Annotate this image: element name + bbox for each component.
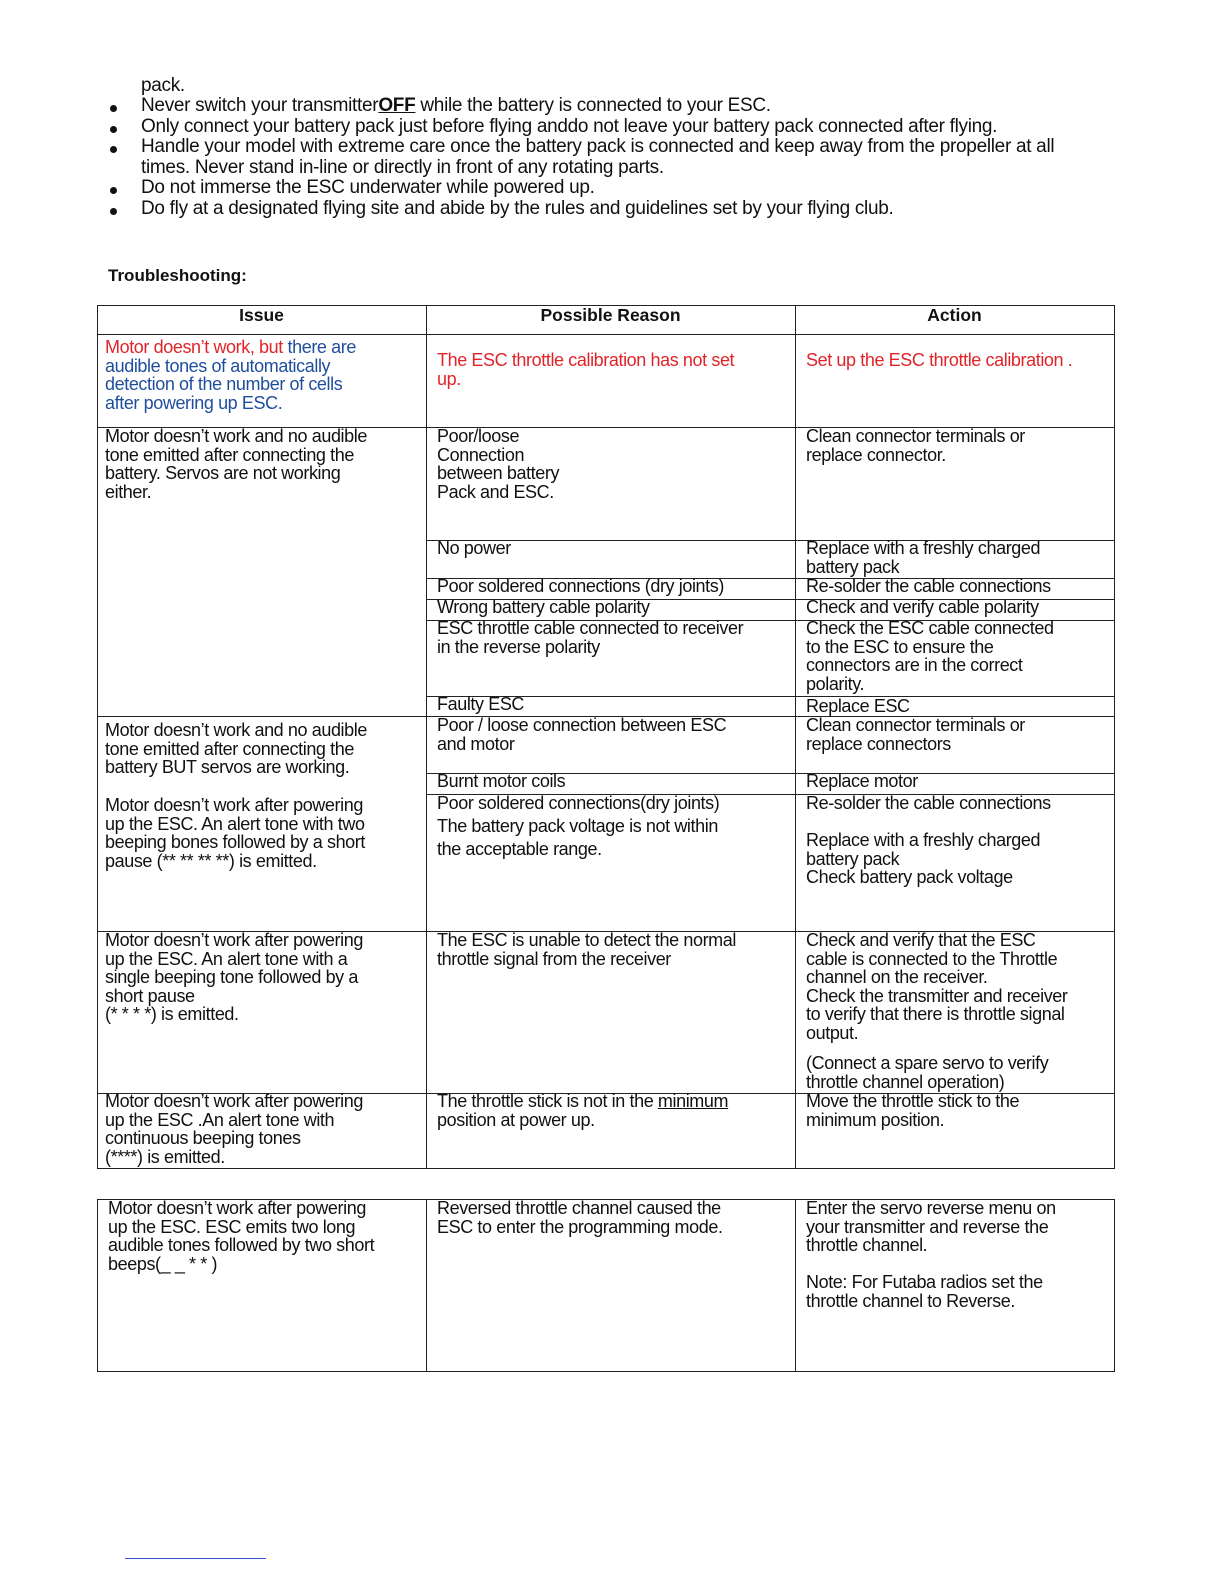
- table-border: [1114, 305, 1115, 1169]
- bullet-icon: [110, 105, 117, 112]
- header-possible-reason: Possible Reason: [540, 305, 681, 325]
- action-cell: Check and verify cable polarity: [806, 597, 1039, 617]
- reason-cell: Poor soldered connections (dry joints): [437, 576, 724, 596]
- bullet-continuation: pack.: [141, 75, 185, 96]
- bullet-text: Never switch your transmitter: [141, 95, 379, 116]
- table-border: [795, 1199, 796, 1372]
- reason-cell: Poor/loose Connection between battery Pack and ESC.: [437, 426, 560, 502]
- reason-emphasis: minimum: [657, 1091, 729, 1111]
- action-cell: Check the ESC cable connected to the ESC to ensure the connectors are in the correct polarity.: [806, 618, 1054, 694]
- bullet-icon: [110, 146, 117, 153]
- action-cell: Re-solder the cable connections: [806, 793, 1051, 813]
- reason-cell: Reversed throttle channel caused the ESC to enter the programming mode.: [437, 1198, 723, 1237]
- action-cell: Clean connector terminals or replace connectors: [806, 715, 1025, 754]
- reason-cell: [437, 1092, 728, 1129]
- issue-cell: Motor doesn’t work and no audible tone emitted after connecting the battery BUT servos are working.: [105, 720, 367, 778]
- reason-cell: Burnt motor coils: [437, 771, 566, 791]
- table-border: [97, 334, 1115, 335]
- issue-blue-text: there are audible tones of automatically detection of the number of cells after powering up ESC.: [105, 337, 356, 413]
- issue-cell: Motor doesn’t work after powering up the ESC. An alert tone with a single beeping tone followed by a short pause (* * * *) is emitted.: [105, 930, 363, 1025]
- bullet-item: Handle your model with extreme care once the battery pack is connected and keep away from the propeller at all times. Never stand in-line or directly in front of any rotating parts.: [141, 136, 1055, 178]
- table-border: [426, 305, 427, 1169]
- bullet-item: [141, 96, 771, 117]
- section-title: Troubleshooting:: [108, 266, 247, 285]
- bullet-icon: [110, 187, 117, 194]
- bullet-item: Only connect your battery pack just before flying anddo not leave your battery pack connected after flying.: [141, 116, 998, 137]
- action-cell: Move the throttle stick to the minimum position.: [806, 1091, 1020, 1130]
- table-border: [426, 696, 1115, 697]
- header-action: Action: [927, 305, 982, 325]
- issue-cell: Motor doesn’t work and no audible tone emitted after connecting the battery. Servos are not working either.: [105, 426, 367, 502]
- action-cell: (Connect a spare servo to verify throttle channel operation): [806, 1053, 1049, 1092]
- issue-red-text: Motor doesn’t work, but: [105, 337, 283, 357]
- table-border: [97, 1371, 1115, 1372]
- reason-cell: Poor soldered connections(dry joints): [437, 793, 720, 813]
- header-issue: Issue: [239, 305, 284, 325]
- bullet-item: Do not immerse the ESC underwater while powered up.: [141, 177, 595, 198]
- reason-cell: Wrong battery cable polarity: [437, 597, 650, 617]
- reason-cell: No power: [437, 538, 511, 558]
- issue-cell: Motor doesn’t work after powering up the ESC. An alert tone with two beeping bones followed by a short pause (** ** ** **) is emitted.: [105, 795, 365, 871]
- reason-cell: Faulty ESC: [437, 694, 525, 714]
- bullet-item: Do fly at a designated flying site and abide by the rules and guidelines set by your flying club.: [141, 198, 894, 219]
- action-cell: Replace with a freshly charged battery pack Check battery pack voltage: [806, 830, 1041, 888]
- table-border: [426, 1199, 427, 1372]
- action-cell: Replace with a freshly charged battery pack: [806, 538, 1041, 577]
- reason-cell: The battery pack voltage is not within the acceptable range.: [437, 816, 718, 859]
- bullet-text: while the battery is connected to your ESC.: [415, 95, 771, 116]
- action-cell: Enter the servo reverse menu on your transmitter and reverse the throttle channel. Note: For Futaba radios set the throttle channel to Reverse.: [806, 1198, 1056, 1311]
- reason-cell: The ESC is unable to detect the normal throttle signal from the receiver: [437, 930, 736, 969]
- table-border: [97, 305, 98, 1169]
- reason-cell: Poor / loose connection between ESC and motor: [437, 715, 727, 754]
- action-cell: Re-solder the cable connections: [806, 576, 1051, 596]
- issue-cell: Motor doesn’t work after powering up the ESC .An alert tone with continuous beeping tones (****) is emitted.: [105, 1091, 363, 1167]
- table-border: [97, 1168, 1115, 1169]
- reason-text: The throttle stick is not in the: [437, 1091, 658, 1111]
- bullet-icon: [110, 126, 117, 133]
- bullet-icon: [110, 208, 117, 215]
- action-cell: Set up the ESC throttle calibration .: [806, 350, 1073, 370]
- table-border: [1114, 1199, 1115, 1372]
- table-border: [795, 305, 796, 1169]
- issue-cell: Motor doesn’t work after powering up the ESC. ESC emits two long audible tones followed by two short beeps(_ _ * * ): [108, 1198, 375, 1274]
- action-cell: Clean connector terminals or replace connector.: [806, 426, 1025, 465]
- reason-cell: ESC throttle cable connected to receiver in the reverse polarity: [437, 618, 744, 657]
- issue-cell: [105, 338, 356, 412]
- reason-text: position at power up.: [437, 1109, 595, 1130]
- footer-link-underline: [125, 1558, 266, 1559]
- action-cell: Replace ESC: [806, 696, 910, 716]
- bullet-emphasis: OFF: [378, 95, 416, 116]
- table-border: [97, 1199, 98, 1372]
- action-cell: Check and verify that the ESC cable is connected to the Throttle channel on the receiver. Check the transmitter and receiver to verify that there is throttle signal output.: [806, 930, 1068, 1043]
- reason-cell: The ESC throttle calibration has not set up.: [437, 350, 735, 389]
- action-cell: Replace motor: [806, 771, 918, 791]
